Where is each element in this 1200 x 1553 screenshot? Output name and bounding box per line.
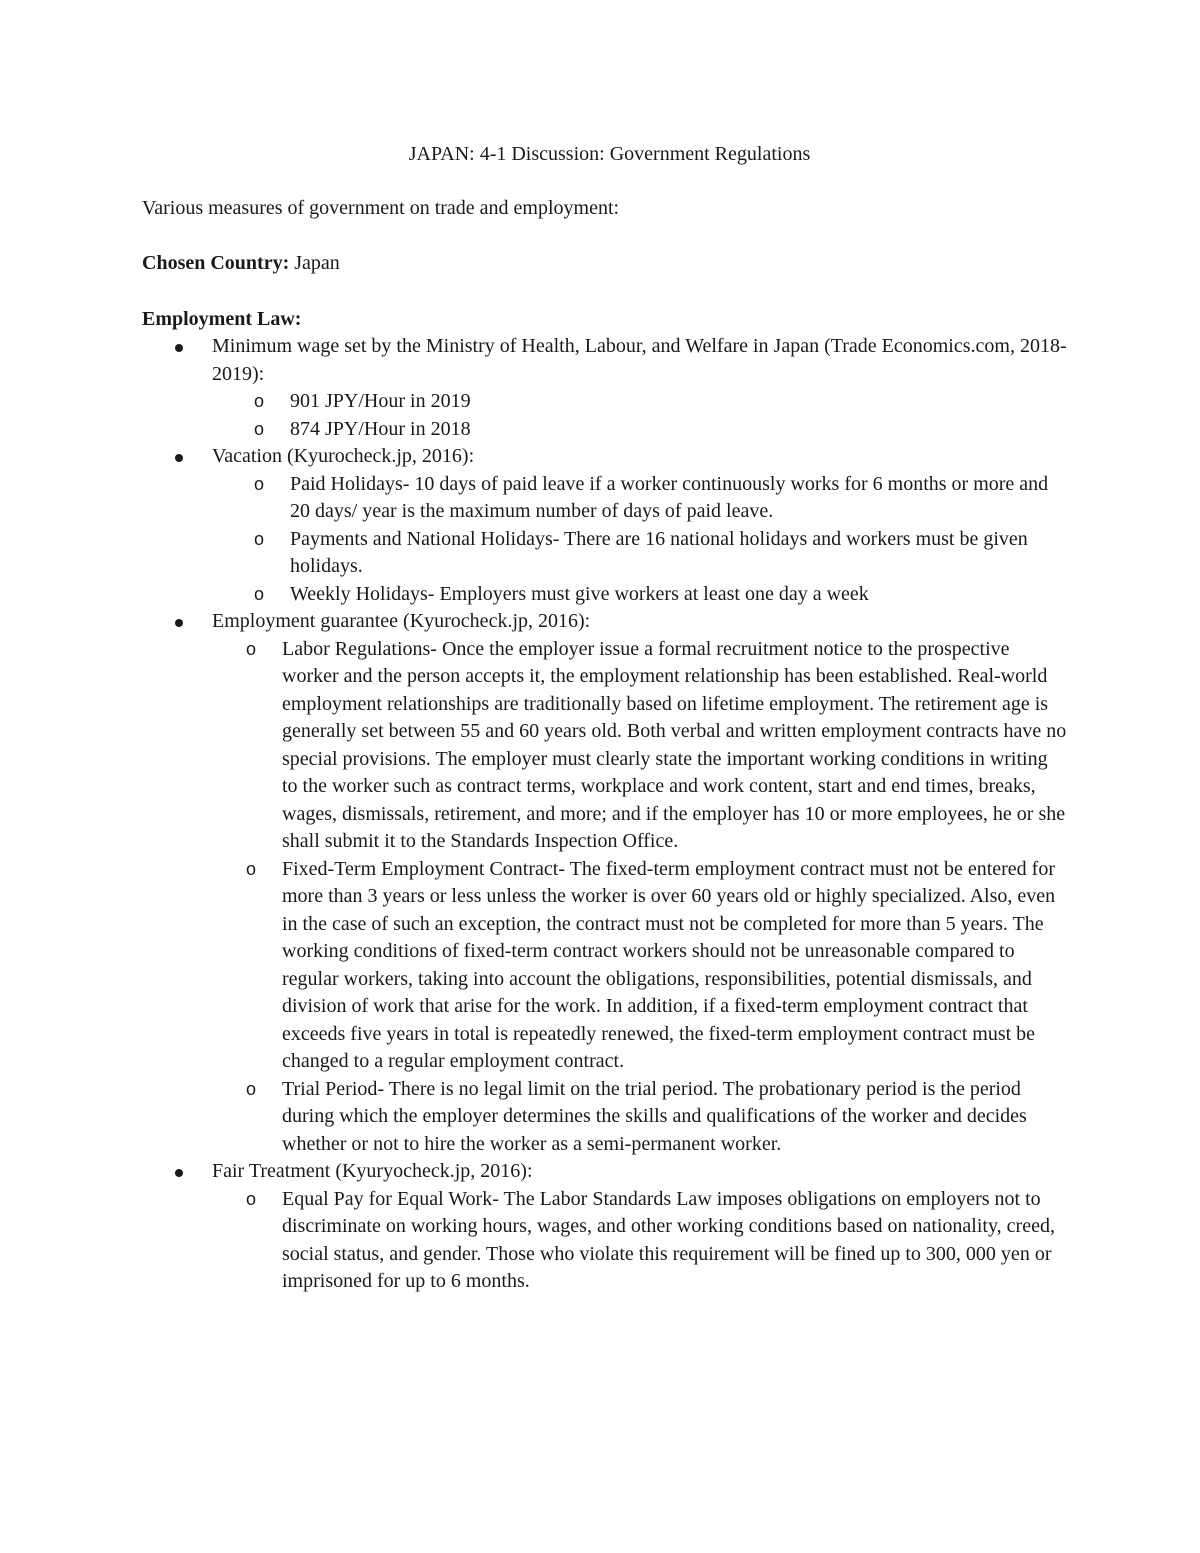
sublist-item xyxy=(142,1186,1067,1296)
bullet-icon xyxy=(175,619,183,627)
sublist-item xyxy=(142,388,1067,416)
list-item-text: Fair Treatment (Kyuryocheck.jp, 2016): xyxy=(212,1160,533,1182)
circle-bullet-icon: o xyxy=(246,1188,257,1209)
chosen-country-value: Japan xyxy=(289,252,340,274)
circle-bullet-icon: o xyxy=(254,391,265,411)
circle-bullet-icon: o xyxy=(246,638,257,659)
circle-bullet-icon: o xyxy=(254,583,265,604)
list-item-text: Employment guarantee (Kyurocheck.jp, 2016): xyxy=(212,610,591,632)
sublist-item xyxy=(142,581,1067,609)
list-item-minimum-wage xyxy=(142,333,1067,443)
sublist-item-text: Trial Period- There is no legal limit on the trial period. The probationary period is the period during which the employer determines the skills and qualifications of the worker and decides whether or not to hire the worker as a semi-permanent worker. xyxy=(282,1077,1027,1155)
document-page xyxy=(142,141,1067,1296)
sublist-minimum-wage xyxy=(142,388,1067,443)
section-heading-employment-law: Employment Law: xyxy=(142,307,302,330)
sublist-item-text: Weekly Holidays- Employers must give workers at least one day a week xyxy=(290,582,869,605)
sublist-item xyxy=(142,636,1067,856)
sublist-fair-treatment xyxy=(142,1186,1067,1296)
sublist-item-text: 874 JPY/Hour in 2018 xyxy=(290,417,471,440)
sublist-vacation xyxy=(142,471,1067,609)
sublist-item xyxy=(142,1076,1067,1159)
chosen-country-label: Chosen Country: xyxy=(142,252,290,274)
bullet-icon xyxy=(175,1169,183,1177)
list-item-fair-treatment xyxy=(142,1158,1067,1296)
circle-bullet-icon: o xyxy=(246,1078,257,1099)
bullet-icon xyxy=(175,344,183,352)
document-title: JAPAN: 4-1 Discussion: Government Regulations xyxy=(408,143,811,165)
sublist-employment-guarantee xyxy=(142,636,1067,1159)
circle-bullet-icon: o xyxy=(254,528,265,549)
sublist-item-text: Payments and National Holidays- There are 16 national holidays and workers must be given holidays. xyxy=(290,527,1028,577)
chosen-country-line xyxy=(142,250,1067,278)
list-item-text: Minimum wage set by the Ministry of Health, Labour, and Welfare in Japan (Trade Economics.com, 2018-2019): xyxy=(212,335,1067,385)
list-item-text: Vacation (Kyurocheck.jp, 2016): xyxy=(212,445,475,467)
sublist-item xyxy=(142,416,1067,444)
sublist-item-text: 901 JPY/Hour in 2019 xyxy=(290,390,471,412)
sublist-item-text: Equal Pay for Equal Work- The Labor Standards Law imposes obligations on employers not to discriminate on working hours, wages, and other working conditions based on nationality, creed, social status, and gender. Those who violate this requirement will be fined up to 300, 000 yen or imprisoned for up to 6 months. xyxy=(282,1187,1055,1292)
sublist-item xyxy=(142,856,1067,1076)
employment-law-list xyxy=(142,333,1067,1296)
intro-paragraph: Various measures of government on trade and employment: xyxy=(142,196,620,219)
circle-bullet-icon: o xyxy=(246,858,257,879)
sublist-item xyxy=(142,526,1067,581)
sublist-item-text: Fixed-Term Employment Contract- The fixed-term employment contract must not be entered for more than 3 years or less unless the worker is over 60 years old or highly specialized. Also, even in the case of such an exception, the contract must not be completed for more than 5 years. The working conditions of fixed-term contract workers should not be unreasonable compared to regular workers, taking into account the obligations, responsibilities, potential dismissals, and division of work that arise for the work. In addition, if a fixed-term employment contract that exceeds five years in total is repeatedly renewed, the fixed-term employment contract must be changed to a regular employment contract. xyxy=(282,857,1056,1072)
bullet-icon xyxy=(175,454,183,462)
circle-bullet-icon: o xyxy=(254,418,265,439)
circle-bullet-icon: o xyxy=(254,473,265,494)
sublist-item-text: Labor Regulations- Once the employer issue a formal recruitment notice to the prospective worker and the person accepts it, the employment relationship has been established. Real-world employment relationships are traditionally based on lifetime employment. The retirement age is generally set between 55 and 60 years old. Both verbal and written employment contracts have no special provisions. The employer must clearly state the important working conditions in writing to the worker such as contract terms, workplace and work content, start and end times, breaks, wages, dismissals, retirement, and more; and if the employer has 10 or more employees, he or she shall submit it to the Standards Inspection Office. xyxy=(282,637,1067,852)
sublist-item-text: Paid Holidays- 10 days of paid leave if a worker continuously works for 6 months or more and 20 days/ year is the maximum number of days of paid leave. xyxy=(290,472,1049,522)
sublist-item xyxy=(142,471,1067,526)
list-item-vacation xyxy=(142,443,1067,608)
list-item-employment-guarantee xyxy=(142,608,1067,1158)
